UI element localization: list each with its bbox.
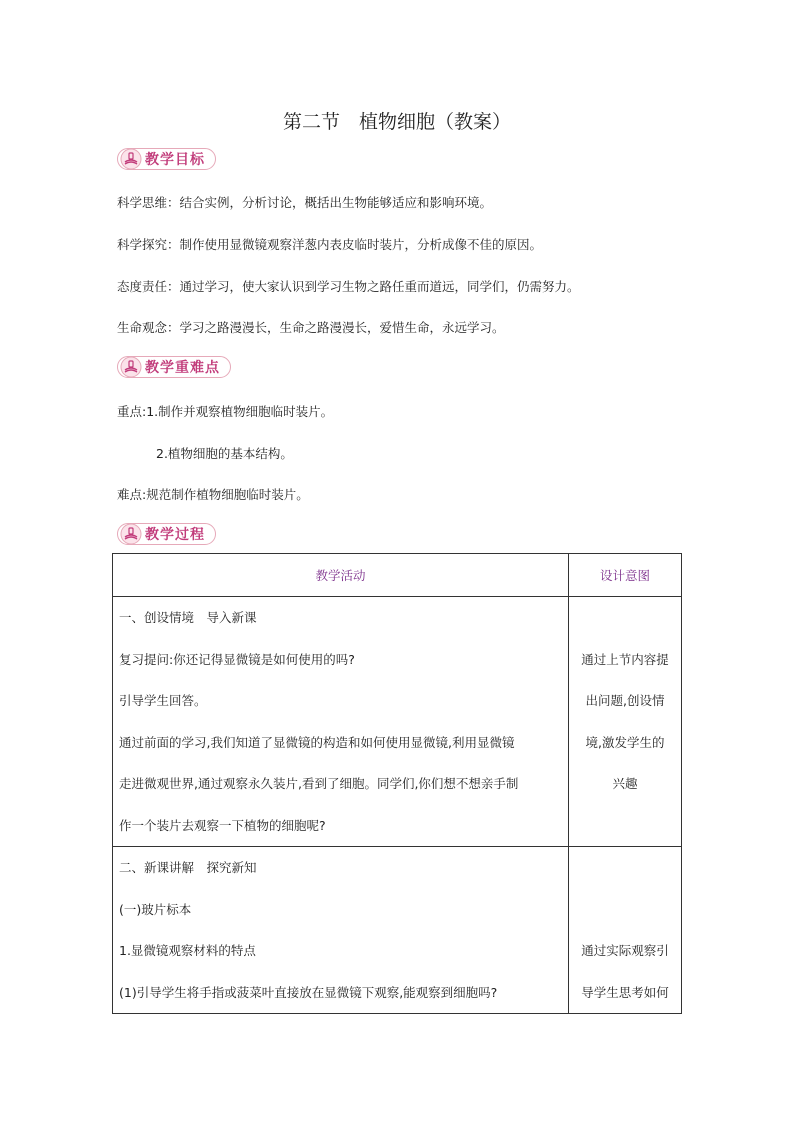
- activity-line: 引导学生回答。: [119, 693, 207, 708]
- activity-line: 一、创设情境 导入新课: [119, 610, 257, 625]
- section-label-process: 教学过程: [145, 527, 205, 543]
- objective-line-1: 科学思维：结合实例，分析讨论，概括出生物能够适应和影响环境。: [117, 195, 493, 210]
- objective-line-4: 生命观念：学习之路漫漫长，生命之路漫漫长，爱惜生命，永远学习。: [117, 320, 505, 335]
- activity-cell: [113, 847, 569, 1014]
- page-title: 第二节 植物细胞（教案）: [282, 111, 511, 133]
- keypoint-line-1: 重点:1.制作并观察植物细胞临时装片。: [117, 404, 334, 419]
- intent-cell: [569, 597, 682, 847]
- activity-line: 走进微观世界,通过观察永久装片,看到了细胞。同学们,你们想不想亲手制: [119, 776, 519, 791]
- difficulty-line: 难点:规范制作植物细胞临时装片。: [117, 487, 309, 502]
- book-icon: [120, 148, 142, 170]
- book-icon: [120, 356, 142, 378]
- section-label-objectives: 教学目标: [145, 152, 205, 168]
- table-row: [113, 847, 682, 1014]
- activity-line: (一)玻片标本: [119, 901, 192, 917]
- activity-line: 二、新课讲解 探究新知: [119, 860, 257, 875]
- activity-line: 1.显微镜观察材料的特点: [119, 943, 256, 958]
- intent-line: 出问题,创设情: [585, 693, 665, 708]
- intent-line: 兴趣: [612, 776, 638, 791]
- activity-line: 复习提问:你还记得显微镜是如何使用的吗?: [119, 651, 355, 667]
- section-label-keypoints: 教学重难点: [145, 360, 220, 376]
- section-badge-objectives: [117, 148, 216, 170]
- section-badge-process: [117, 523, 216, 545]
- table-row: [113, 597, 682, 847]
- table-header-row: [113, 554, 682, 597]
- activity-line: 作一个装片去观察一下植物的细胞呢?: [119, 817, 326, 833]
- lesson-process-table: [112, 553, 681, 1013]
- book-icon: [120, 523, 142, 545]
- intent-line: 导学生思考如何: [581, 984, 669, 1000]
- intent-line: 通过实际观察引: [581, 943, 669, 958]
- intent-line: 境,激发学生的: [585, 734, 665, 750]
- intent-cell: [569, 847, 682, 1014]
- keypoint-line-2: 2.植物细胞的基本结构。: [156, 446, 293, 461]
- objective-line-2: 科学探究：制作使用显微镜观察洋葱内表皮临时装片，分析成像不佳的原因。: [117, 237, 543, 252]
- objective-line-3: 态度责任：通过学习，使大家认识到学习生物之路任重而道远，同学们，仍需努力。: [117, 279, 580, 294]
- header-intent: 设计意图: [569, 554, 682, 597]
- intent-line: 通过上节内容提: [581, 651, 669, 667]
- header-activity: 教学活动: [113, 554, 569, 597]
- activity-line: 通过前面的学习,我们知道了显微镜的构造和如何使用显微镜,利用显微镜: [119, 734, 515, 750]
- activity-cell: [113, 597, 569, 847]
- activity-line: (1)引导学生将手指或菠菜叶直接放在显微镜下观察,能观察到细胞吗?: [119, 984, 498, 1000]
- section-badge-keypoints: [117, 356, 231, 378]
